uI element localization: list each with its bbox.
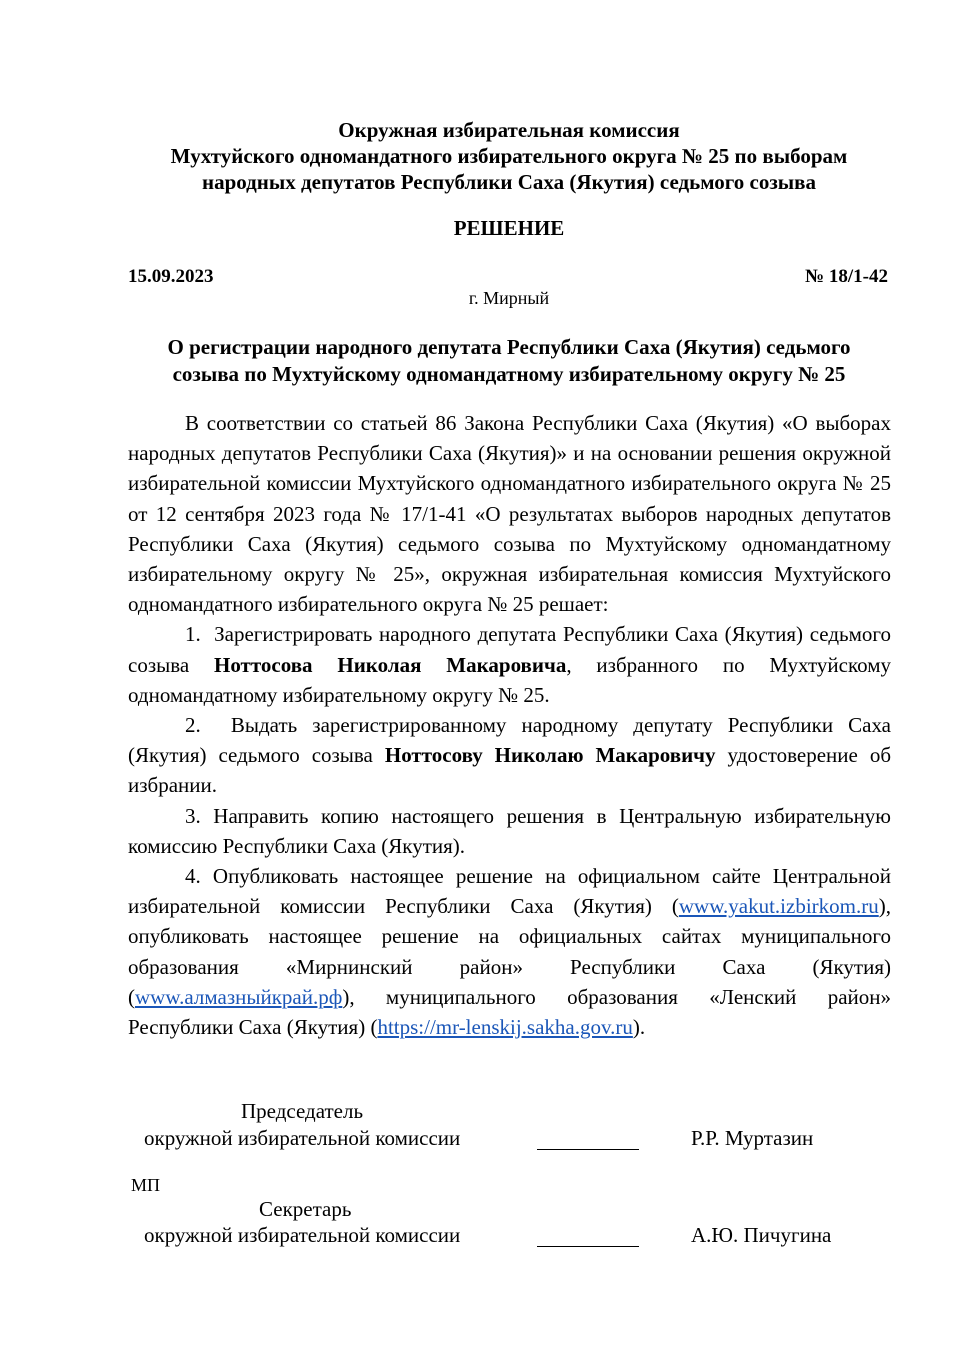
item-4-text-b: ), опубликовать настоящее решение на официальных сайтах муниципального образования «Мирнинский район» Республики Саха (Якутия) ( (128, 894, 891, 1009)
seal-mark: МП (131, 1175, 161, 1195)
item-4 (128, 861, 891, 1042)
link-yakut-izbirkom[interactable]: www.yakut.izbirkom.ru (678, 894, 879, 919)
header-line-1: Окружная избирательная комиссия (338, 118, 680, 142)
decision-subject (100, 334, 918, 388)
secretary-name: А.Ю. Пичугина (691, 1223, 832, 1247)
decision-body (128, 408, 891, 1042)
item-1-text: 1. Зарегистрировать народного депутата Республики Саха (Якутия) седьмого созыва (128, 622, 891, 677)
chair-name: Р.Р. Муртазин (691, 1126, 814, 1150)
secretary-signature-line (537, 1246, 639, 1247)
preamble: В соответствии со статьей 86 Закона Республики Саха (Якутия) «О выборах народных депутатов Республики Саха (Якутия)» и на основании решения окружной избирательной комиссии Мухтуйского одномандатного избирательного округа № 25 от 12 сентября 2023 года № 17/1-41 «О результатах выборов народных депутатов Республики Саха (Якутия) седьмого созыва по Мухтуйскому одномандатному избирательному округу № 25», окружная избирательная комиссия Мухтуйского одномандатного избирательного округа № 25 решает: (128, 411, 891, 617)
item-3: 3. Направить копию настоящего решения в Центральную избирательную комиссию Республики Саха (Якутия). (128, 803, 891, 858)
document-type: РЕШЕНИЕ (453, 216, 565, 240)
item-4-text-a: 4. Опубликовать настоящее решение на официальном сайте Центральной избирательной комиссии Республики Саха (Якутия) ( (128, 864, 891, 919)
chair-signature-line (537, 1149, 639, 1150)
subject-line-2: созыва по Мухтуйскому одномандатному избирательному округу № 25 (172, 362, 846, 386)
link-mr-lenskij[interactable]: https://mr-lenskij.sakha.gov.ru (377, 1015, 633, 1040)
subject-line-1: О регистрации народного депутата Республики Саха (Якутия) седьмого (167, 335, 851, 359)
document-date: 15.09.2023 (128, 266, 214, 287)
chair-org: окружной избирательной комиссии (144, 1126, 461, 1150)
chair-title: Председатель (241, 1099, 364, 1123)
document-number: № 18/1-42 (805, 266, 888, 287)
header-line-2: Мухтуйского одномандатного избирательного округа № 25 по выборам (170, 144, 848, 168)
item-2 (128, 710, 891, 801)
secretary-title: Секретарь (259, 1197, 352, 1221)
commission-header (100, 117, 918, 195)
deputy-name-dative: Ноттосову Николаю Макаровичу (384, 743, 716, 768)
link-almaznyi-krai[interactable]: www.алмазныйкрай.рф (135, 984, 343, 1009)
deputy-name-genitive: Ноттосова Николая Макаровича (214, 652, 567, 677)
item-1 (128, 619, 891, 710)
item-4-text-d: ). (632, 1015, 646, 1040)
item-2-text-end: удостоверение об избрании. (128, 743, 892, 798)
header-line-3: народных депутатов Республики Саха (Якутия) седьмого созыва (201, 170, 817, 194)
city: г. Мирный (468, 288, 550, 308)
secretary-org: окружной избирательной комиссии (144, 1223, 461, 1247)
item-4-text-c: ), муниципального образования «Ленский район» Республики Саха (Якутия) ( (128, 984, 891, 1040)
item-2-text: 2. Выдать зарегистрированному народному депутату Республики Саха (Якутия) седьмого созыва (128, 713, 891, 768)
item-1-text-end: , избранного по Мухтуйскому одномандатному избирательному округу № 25. (128, 652, 891, 707)
